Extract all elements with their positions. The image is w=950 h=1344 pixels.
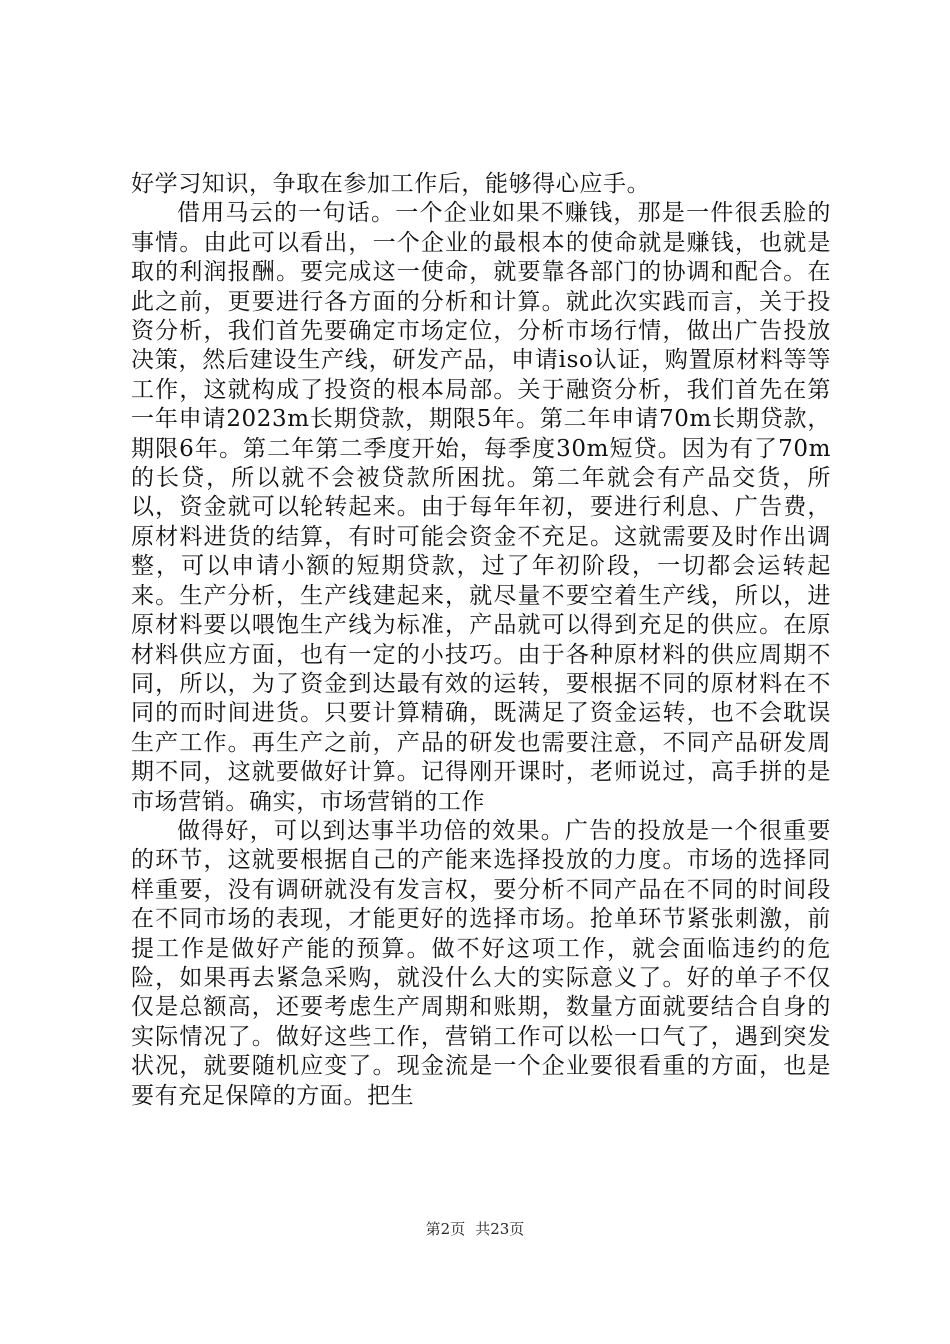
paragraph-marketing: 做得好，可以到达事半功倍的效果。广告的投放是一个很重要的环节，这就要根据自己的产能来选择投放的力度。市场的选择同样重要，没有调研就没有发言权，要分析不同产品在不同的时间段在不同市场的表现，才能更好的选择市场。抢单环节紧张刺激，前提工作是做好产能的预算。做不好这项工作，就会面临违约的危险，如果再去紧急采购，就没什么大的实际意义了。好的单子不仅仅是总额高，还要考虑生产周期和账期，数量方面就要结合自身的实际情况了。做好这些工作，营销工作可以松一口气了，遇到突发状况，就要随机应变了。现金流是一个企业要很看重的方面，也是要有充足保障的方面。把生 — [131, 817, 831, 1109]
paragraph-investment-financing: 借用马云的一句话。一个企业如果不赚钱，那是一件很丢脸的事情。由此可以看出，一个企业的最根本的使命就是赚钱，也就是取的利润报酬。要完成这一使命，就要靠各部门的协调和配合。在此之前，更要进行各方面的分析和计算。就此次实践而言，关于投资分析，我们首先要确定市场定位，分析市场行情，做出广告投放决策，然后建设生产线，研发产品，申请iso认证，购置原材料等等工作，这就构成了投资的根本局部。关于融资分析，我们首先在第一年申请2023m长期贷款，期限5年。第二年申请70m长期贷款，期限6年。第二年第二季度开始，每季度30m短贷。因为有了70m的长贷，所以就不会被贷款所困扰。第二年就会有产品交货，所以，资金就可以轮转起来。由于每年年初，要进行利息、广告费，原材料进货的结算，有时可能会资金不充足。这就需要及时作出调整，可以申请小额的短期贷款，过了年初阶段，一切都会运转起来。生产分析，生产线建起来，就尽量不要空着生产线，所以，进原材料要以喂饱生产线为标准，产品就可以得到充足的供应。在原材料供应方面，也有一定的小技巧。由于各种原材料的供应周期不同，所以，为了资金到达最有效的运转，要根据不同的原材料在不同的而时间进货。只要计算精确，既满足了资金运转，也不会耽误生产工作。再生产之前，产品的研发也需要注意，不同产品研发周期不同，这就要做好计算。记得刚开课时，老师说过，高手拼的是市场营销。确实，市场营销的工作 — [131, 200, 831, 815]
page-footer — [0, 1218, 950, 1239]
page-total: 共23页 — [475, 1220, 525, 1238]
document-body — [131, 170, 831, 1111]
page-number: 第2页 — [425, 1220, 466, 1238]
paragraph-continuation: 好学习知识，争取在参加工作后，能够得心应手。 — [131, 171, 651, 197]
